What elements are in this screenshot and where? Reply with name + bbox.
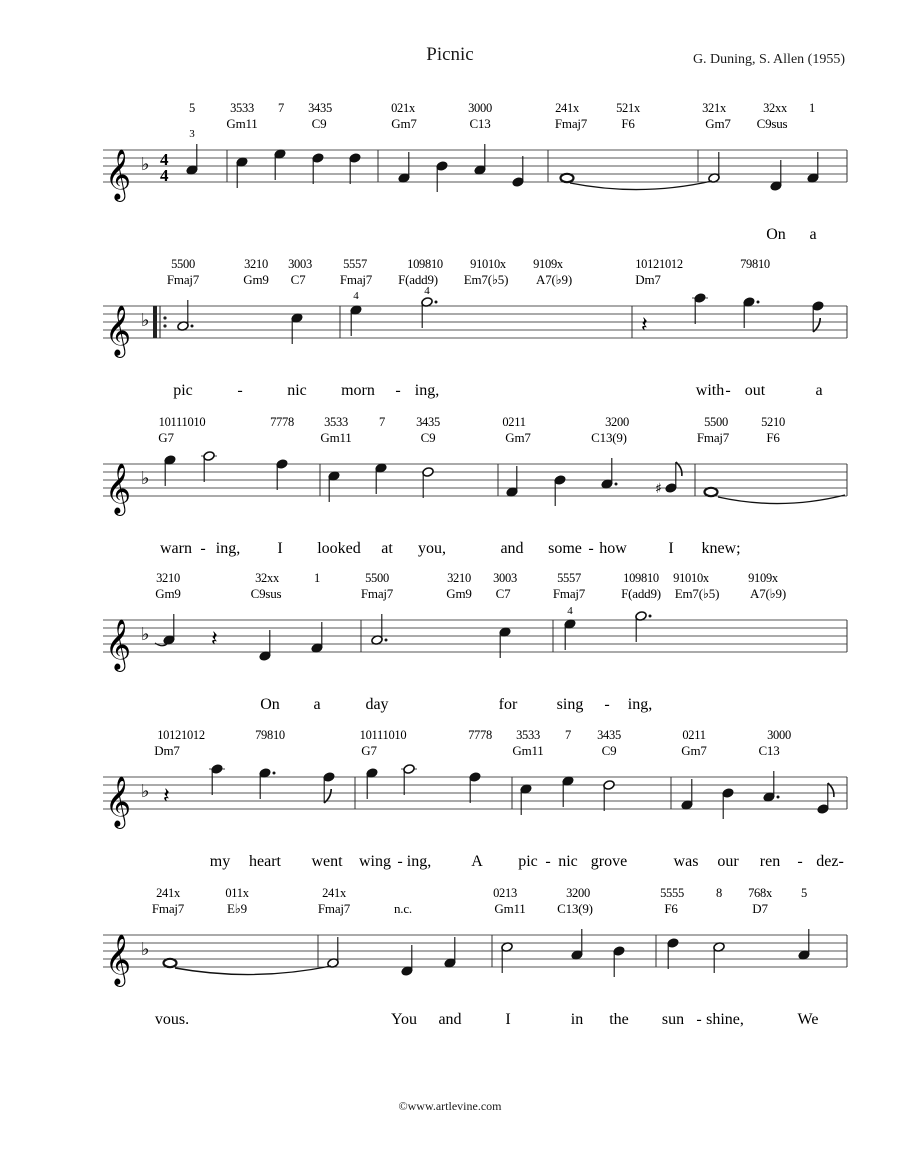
fret-numbers: 9109x	[748, 571, 778, 585]
chord-symbol: Gm7	[505, 430, 531, 445]
lyric-syllable: -	[696, 1011, 702, 1028]
fret-numbers: 7778	[270, 415, 294, 429]
lyric-syllable: I	[668, 540, 674, 557]
fret-numbers: 321x	[702, 101, 726, 115]
fret-numbers: 3000	[468, 101, 492, 115]
staff-system	[103, 101, 847, 243]
note	[512, 156, 524, 187]
lyric-syllable: -	[604, 696, 610, 713]
fret-numbers: 10121012	[635, 257, 683, 271]
staff-system	[103, 257, 847, 399]
note	[421, 297, 438, 328]
chord-symbol: A7(♭9)	[536, 272, 572, 287]
fret-numbers: 5557	[343, 257, 367, 271]
note	[554, 475, 566, 506]
fret-numbers: 109810	[623, 571, 659, 585]
lyric-syllable: a	[809, 226, 817, 243]
chord-symbol: C13	[758, 743, 780, 758]
chord-symbol: C9	[420, 430, 436, 445]
note	[201, 451, 217, 482]
fret-numbers: 32xx	[255, 571, 279, 585]
lyric-syllable: shine,	[706, 1011, 744, 1028]
fret-numbers: 241x	[156, 886, 180, 900]
lyric-syllable: -	[725, 382, 731, 399]
fingering-number: 4	[424, 285, 430, 297]
lyric-syllable: went	[311, 853, 343, 870]
fret-numbers: 768x	[748, 886, 772, 900]
note	[375, 463, 387, 494]
lyric-syllable: -	[545, 853, 551, 870]
note	[211, 627, 218, 652]
chord-symbol: Fmaj7	[317, 901, 351, 916]
chord-symbol: C9sus	[250, 586, 282, 601]
note	[635, 611, 652, 642]
lyric-syllable: looked	[317, 540, 361, 557]
note	[163, 784, 170, 809]
fret-numbers: 10121012	[157, 728, 205, 742]
fret-numbers: 1	[314, 571, 320, 585]
note	[327, 937, 339, 968]
chord-symbol: Gm11	[226, 116, 258, 131]
staff-system	[103, 728, 847, 870]
fret-numbers: 5	[189, 101, 195, 115]
lyric-syllable: sing	[556, 696, 584, 713]
lyric-syllable: grove	[590, 853, 628, 870]
note	[276, 459, 288, 490]
lyric-syllable: ing,	[414, 382, 440, 399]
lyric-syllable: -	[397, 853, 403, 870]
note	[259, 630, 271, 661]
flat-key-signature-icon: ♭	[141, 624, 150, 645]
lyric-syllable: knew;	[701, 540, 741, 557]
lyric-syllable: at	[381, 540, 393, 557]
lyric-syllable: sun	[661, 1011, 685, 1028]
note	[564, 619, 576, 650]
fret-numbers: 0211	[682, 728, 706, 742]
chord-symbol: F(add9)	[621, 586, 661, 601]
fret-numbers: 021x	[391, 101, 415, 115]
treble-clef-icon: 𝄞	[105, 149, 132, 200]
note	[371, 614, 388, 645]
lyric-syllable: vous.	[154, 1011, 190, 1028]
note	[571, 929, 583, 960]
note	[398, 152, 410, 183]
chord-symbol: C7	[495, 586, 511, 601]
chord-symbol: C9	[311, 116, 327, 131]
chord-symbol: Gm7	[681, 743, 707, 758]
lyric-syllable: a	[815, 382, 823, 399]
treble-clef-icon: 𝄞	[105, 619, 132, 670]
note	[436, 161, 448, 192]
quarter-rest-icon: 𝄽	[641, 313, 648, 338]
lyric-syllable: and	[438, 1011, 462, 1028]
lyric-syllable: morn	[341, 382, 375, 399]
note	[506, 466, 518, 497]
note	[520, 784, 532, 815]
composer-credit: G. Duning, S. Allen (1955)	[692, 52, 845, 67]
lyric-syllable: ing,	[627, 696, 653, 713]
fret-numbers: 5500	[171, 257, 195, 271]
lyric-syllable: -	[237, 382, 243, 399]
note	[323, 772, 335, 803]
fret-numbers: 3210	[244, 257, 268, 271]
lyric-syllable: the	[609, 1011, 629, 1028]
lyric-syllable: ing,	[406, 853, 432, 870]
note	[817, 783, 834, 814]
lyric-syllable: A	[471, 853, 483, 870]
fret-numbers: 3200	[566, 886, 590, 900]
fret-numbers: 5	[801, 886, 807, 900]
chord-symbol: G7	[158, 430, 174, 445]
svg-text:4: 4	[160, 166, 169, 185]
chord-symbol: A7(♭9)	[750, 586, 786, 601]
treble-clef-icon: 𝄞	[105, 463, 132, 514]
note	[692, 293, 708, 324]
fret-numbers: 241x	[322, 886, 346, 900]
lyric-syllable: a	[313, 696, 321, 713]
fret-numbers: 3435	[597, 728, 621, 742]
fret-numbers: 3533	[324, 415, 348, 429]
fret-numbers: 91010x	[673, 571, 709, 585]
chord-symbol: Gm9	[243, 272, 269, 287]
lyric-syllable: dez-	[816, 853, 844, 870]
treble-clef-icon: 𝄞	[105, 776, 132, 827]
fret-numbers: 3210	[447, 571, 471, 585]
flat-key-signature-icon: ♭	[141, 781, 150, 802]
note	[770, 160, 782, 191]
fret-numbers: 10111010	[359, 728, 407, 742]
note	[562, 776, 574, 807]
lyric-syllable: On	[260, 696, 280, 713]
note	[350, 305, 362, 336]
lyric-syllable: for	[498, 696, 518, 713]
chord-symbol: Gm7	[705, 116, 731, 131]
fret-numbers: 011x	[225, 886, 249, 900]
note	[713, 942, 725, 973]
fret-numbers: 0211	[502, 415, 526, 429]
lyric-syllable: -	[395, 382, 401, 399]
chord-symbol: D7	[752, 901, 768, 916]
chord-symbol: Gm9	[446, 586, 472, 601]
note	[209, 764, 225, 795]
fret-numbers: 3210	[156, 571, 180, 585]
fret-numbers: 3533	[230, 101, 254, 115]
note	[681, 779, 693, 810]
fret-numbers: 10111010	[158, 415, 206, 429]
time-signature: 4	[160, 150, 169, 169]
repeat-barline	[153, 306, 157, 338]
note	[155, 614, 175, 646]
fret-numbers: 109810	[407, 257, 443, 271]
fingering-number: 3	[189, 128, 195, 140]
chord-symbol: n.c.	[394, 901, 412, 916]
note	[561, 174, 574, 182]
copyright-footer: ©www.artlevine.com	[398, 1099, 502, 1113]
lyric-syllable: how	[599, 540, 627, 557]
lyric-syllable: ing,	[215, 540, 241, 557]
note	[708, 152, 720, 183]
note	[312, 153, 324, 184]
chord-symbol: Gm11	[512, 743, 544, 758]
chord-symbol: Gm11	[320, 430, 352, 445]
note	[603, 780, 615, 811]
lyric-syllable: you,	[418, 540, 446, 557]
lyric-syllable: You	[391, 1011, 417, 1028]
lyric-syllable: -	[200, 540, 206, 557]
fret-numbers: 241x	[555, 101, 579, 115]
fret-numbers: 521x	[616, 101, 640, 115]
note	[667, 938, 679, 969]
note	[236, 157, 248, 188]
note	[349, 153, 361, 184]
chord-symbol: Gm9	[155, 586, 181, 601]
chord-symbol: F6	[621, 116, 635, 131]
fingering-number: 4	[353, 290, 359, 302]
lyric-syllable: my	[209, 853, 231, 870]
lyric-syllable: wing	[359, 853, 391, 870]
lyric-syllable: ren	[759, 853, 781, 870]
chord-symbol: Fmaj7	[360, 586, 394, 601]
note	[501, 942, 513, 973]
note	[743, 297, 760, 328]
lyric-syllable: some	[548, 540, 582, 557]
chord-symbol: Em7(♭5)	[463, 272, 509, 287]
fret-numbers: 7	[379, 415, 385, 429]
note	[807, 152, 819, 183]
fret-numbers: 7	[278, 101, 284, 115]
chord-symbol: C13	[469, 116, 491, 131]
note	[499, 627, 511, 658]
chord-symbol: Fmaj7	[339, 272, 373, 287]
staff-system	[103, 415, 847, 557]
lyric-syllable: our	[717, 853, 739, 870]
lyric-syllable: On	[766, 226, 786, 243]
chord-symbol: F(add9)	[398, 272, 438, 287]
lyric-syllable: in	[570, 1011, 584, 1028]
note	[164, 455, 176, 486]
fret-numbers: 79810	[255, 728, 285, 742]
chord-symbol: Fmaj7	[696, 430, 730, 445]
note	[186, 144, 198, 175]
fret-numbers: 32xx	[763, 101, 787, 115]
lyric-syllable: nic	[558, 853, 578, 870]
note	[274, 149, 286, 180]
chord-symbol: Em7(♭5)	[674, 586, 720, 601]
note	[366, 768, 378, 799]
quarter-rest-icon: 𝄽	[163, 784, 170, 809]
fret-numbers: 3533	[516, 728, 540, 742]
lyric-syllable: out	[744, 382, 766, 399]
song-title: Picnic	[426, 44, 474, 65]
quarter-rest-icon: 𝄽	[211, 627, 218, 652]
chord-symbol: Fmaj7	[552, 586, 586, 601]
flat-key-signature-icon: ♭	[141, 310, 150, 331]
note	[613, 946, 625, 977]
note	[474, 144, 486, 175]
chord-symbol: F6	[664, 901, 678, 916]
lyric-syllable: I	[277, 540, 283, 557]
staff-system	[103, 886, 847, 1028]
fret-numbers: 7	[565, 728, 571, 742]
treble-clef-icon: 𝄞	[105, 305, 132, 356]
lyric-syllable: warn	[160, 540, 192, 557]
fret-numbers: 91010x	[470, 257, 506, 271]
sharp-accidental-icon: ♯	[655, 481, 662, 497]
chord-symbol: Dm7	[154, 743, 180, 758]
note	[164, 959, 177, 967]
fret-numbers: 1	[809, 101, 815, 115]
note	[798, 929, 810, 960]
note	[763, 771, 780, 802]
fret-numbers: 0213	[493, 886, 517, 900]
flat-key-signature-icon: ♭	[141, 468, 150, 489]
chord-symbol: Fmaj7	[166, 272, 200, 287]
note	[259, 768, 276, 799]
lyric-syllable: pic	[518, 853, 538, 870]
flat-key-signature-icon: ♭	[141, 154, 150, 175]
note	[444, 937, 456, 968]
fret-numbers: 5500	[704, 415, 728, 429]
note	[401, 945, 413, 976]
lyric-syllable: and	[500, 540, 524, 557]
lyric-syllable: We	[797, 1011, 819, 1028]
fret-numbers: 7778	[468, 728, 492, 742]
fret-numbers: 3200	[605, 415, 629, 429]
fret-numbers: 5555	[660, 886, 684, 900]
staff-system	[103, 571, 847, 713]
fingering-number: 4	[567, 605, 573, 617]
note	[812, 301, 824, 332]
note	[641, 313, 648, 338]
note	[328, 471, 340, 502]
lyric-syllable: was	[673, 853, 699, 870]
fret-numbers: 5557	[557, 571, 581, 585]
lyric-syllable: -	[797, 853, 803, 870]
note	[177, 300, 194, 331]
chord-symbol: C9sus	[756, 116, 788, 131]
fret-numbers: 79810	[740, 257, 770, 271]
chord-symbol: C9	[601, 743, 617, 758]
fret-numbers: 3003	[288, 257, 312, 271]
note	[401, 764, 417, 795]
lyric-syllable: I	[505, 1011, 511, 1028]
fret-numbers: 3435	[308, 101, 332, 115]
chord-symbol: C13(9)	[591, 430, 627, 445]
fret-numbers: 3000	[767, 728, 791, 742]
treble-clef-icon: 𝄞	[105, 934, 132, 985]
chord-symbol: C7	[290, 272, 306, 287]
chord-symbol: C13(9)	[557, 901, 593, 916]
note	[722, 788, 734, 819]
chord-symbol: Gm7	[391, 116, 417, 131]
lyric-syllable: with	[695, 382, 725, 399]
lyric-syllable: -	[588, 540, 594, 557]
chord-symbol: E♭9	[227, 901, 247, 916]
chord-symbol: Fmaj7	[151, 901, 185, 916]
note	[705, 488, 718, 496]
chord-symbol: Dm7	[635, 272, 661, 287]
chord-symbol: Fmaj7	[554, 116, 588, 131]
lyric-syllable: nic	[287, 382, 307, 399]
fret-numbers: 3003	[493, 571, 517, 585]
fret-numbers: 5210	[761, 415, 785, 429]
lyric-syllable: day	[365, 696, 389, 713]
flat-key-signature-icon: ♭	[141, 939, 150, 960]
chord-symbol: Gm11	[494, 901, 526, 916]
lyric-syllable: pic	[173, 382, 193, 399]
lyric-syllable: heart	[249, 853, 281, 870]
fret-numbers: 9109x	[533, 257, 563, 271]
chord-symbol: G7	[361, 743, 377, 758]
note	[601, 458, 618, 489]
chord-symbol: F6	[766, 430, 780, 445]
note	[469, 772, 481, 803]
note	[291, 313, 303, 344]
fret-numbers: 5500	[365, 571, 389, 585]
note	[311, 622, 323, 653]
fret-numbers: 8	[716, 886, 722, 900]
fret-numbers: 3435	[416, 415, 440, 429]
note	[422, 467, 434, 498]
